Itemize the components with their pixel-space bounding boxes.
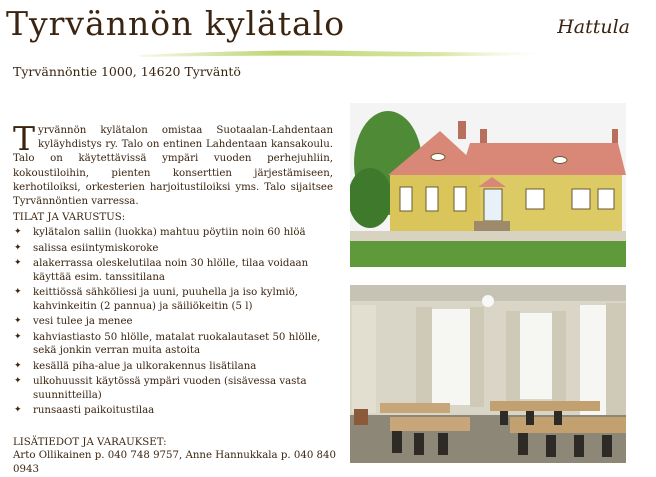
address: Tyrvännöntie 1000, 14620 Tyrväntö: [13, 64, 241, 79]
contact-line: Arto Ollikainen p. 040 748 9757, Anne Hannukkala p. 040 840 0943: [13, 450, 336, 475]
list-item: ✦ vesi tulee ja menee: [14, 316, 133, 328]
contact-heading: LISÄTIEDOT JA VARAUKSET:: [13, 437, 167, 448]
bullet-star-icon: ✦: [14, 331, 22, 342]
bullet-star-icon: ✦: [14, 405, 22, 416]
facilities-heading: TILAT JA VARUSTUS:: [13, 212, 126, 223]
bullet-star-icon: ✦: [14, 258, 22, 269]
intro-text: yrvännön kylätalon omistaa Suotaalan-Lahdentaan kyläyhdistys ry. Talo on entinen Lahdentaan kansakoulu. Talo on käytettävissä ympäri vuoden perhejuhliin, kokoustiloihin, pienten konserttien järjestämiseen, kerhotiloiksi, orkesterien harjoitustiloiksi yms. Talo sijaitsee Tyrvännöntien varressa.: [13, 125, 333, 208]
list-item: ✦ keittiössä sähköliesi ja uuni, puuhella ja iso kylmiö, kahvinkeitin (2 pannua) ja säiliökeitin (5 l): [14, 287, 299, 312]
list-item: ✦ salissa esiintymiskoroke: [14, 242, 159, 254]
contact-section: [13, 437, 353, 477]
intro-dropcap: T: [13, 119, 36, 158]
list-item: ✦ alakerrassa oleskelutilaa noin 30 hlölle, tilaa voidaan käyttää esim. tanssitilana: [14, 258, 309, 283]
bullet-star-icon: ✦: [14, 376, 22, 387]
region-label: Hattula: [557, 16, 630, 38]
bullet-star-icon: ✦: [14, 227, 22, 237]
bullet-star-icon: ✦: [14, 316, 22, 327]
bullet-star-icon: ✦: [14, 360, 22, 371]
house-photo: [350, 103, 626, 267]
list-item: ✦ kylätalon saliin (luokka) mahtuu pöytiin noin 60 hlöä: [14, 227, 306, 238]
list-item: ✦ kahviastiasto 50 hlölle, matalat ruokalautaset 50 hlölle, sekä jonkin verran muita astoita: [14, 331, 321, 357]
list-item: ✦ kesällä piha-alue ja ulkorakennus lisätilana: [14, 360, 257, 372]
intro-paragraph: [13, 119, 333, 209]
decorative-swoosh: [140, 46, 540, 60]
page-title: Tyrvännön kylätalo: [6, 4, 346, 43]
bullet-star-icon: ✦: [14, 242, 22, 253]
list-item: ✦ ulkohuussit käytössä ympäri vuoden (sisävessa vasta suunnitteilla): [14, 376, 307, 401]
facilities-section: [13, 212, 338, 420]
hall-photo: [350, 285, 626, 463]
bullet-star-icon: ✦: [14, 287, 22, 298]
list-item: ✦ runsaasti paikoitustilaa: [14, 405, 155, 417]
facilities-list: [13, 226, 338, 418]
